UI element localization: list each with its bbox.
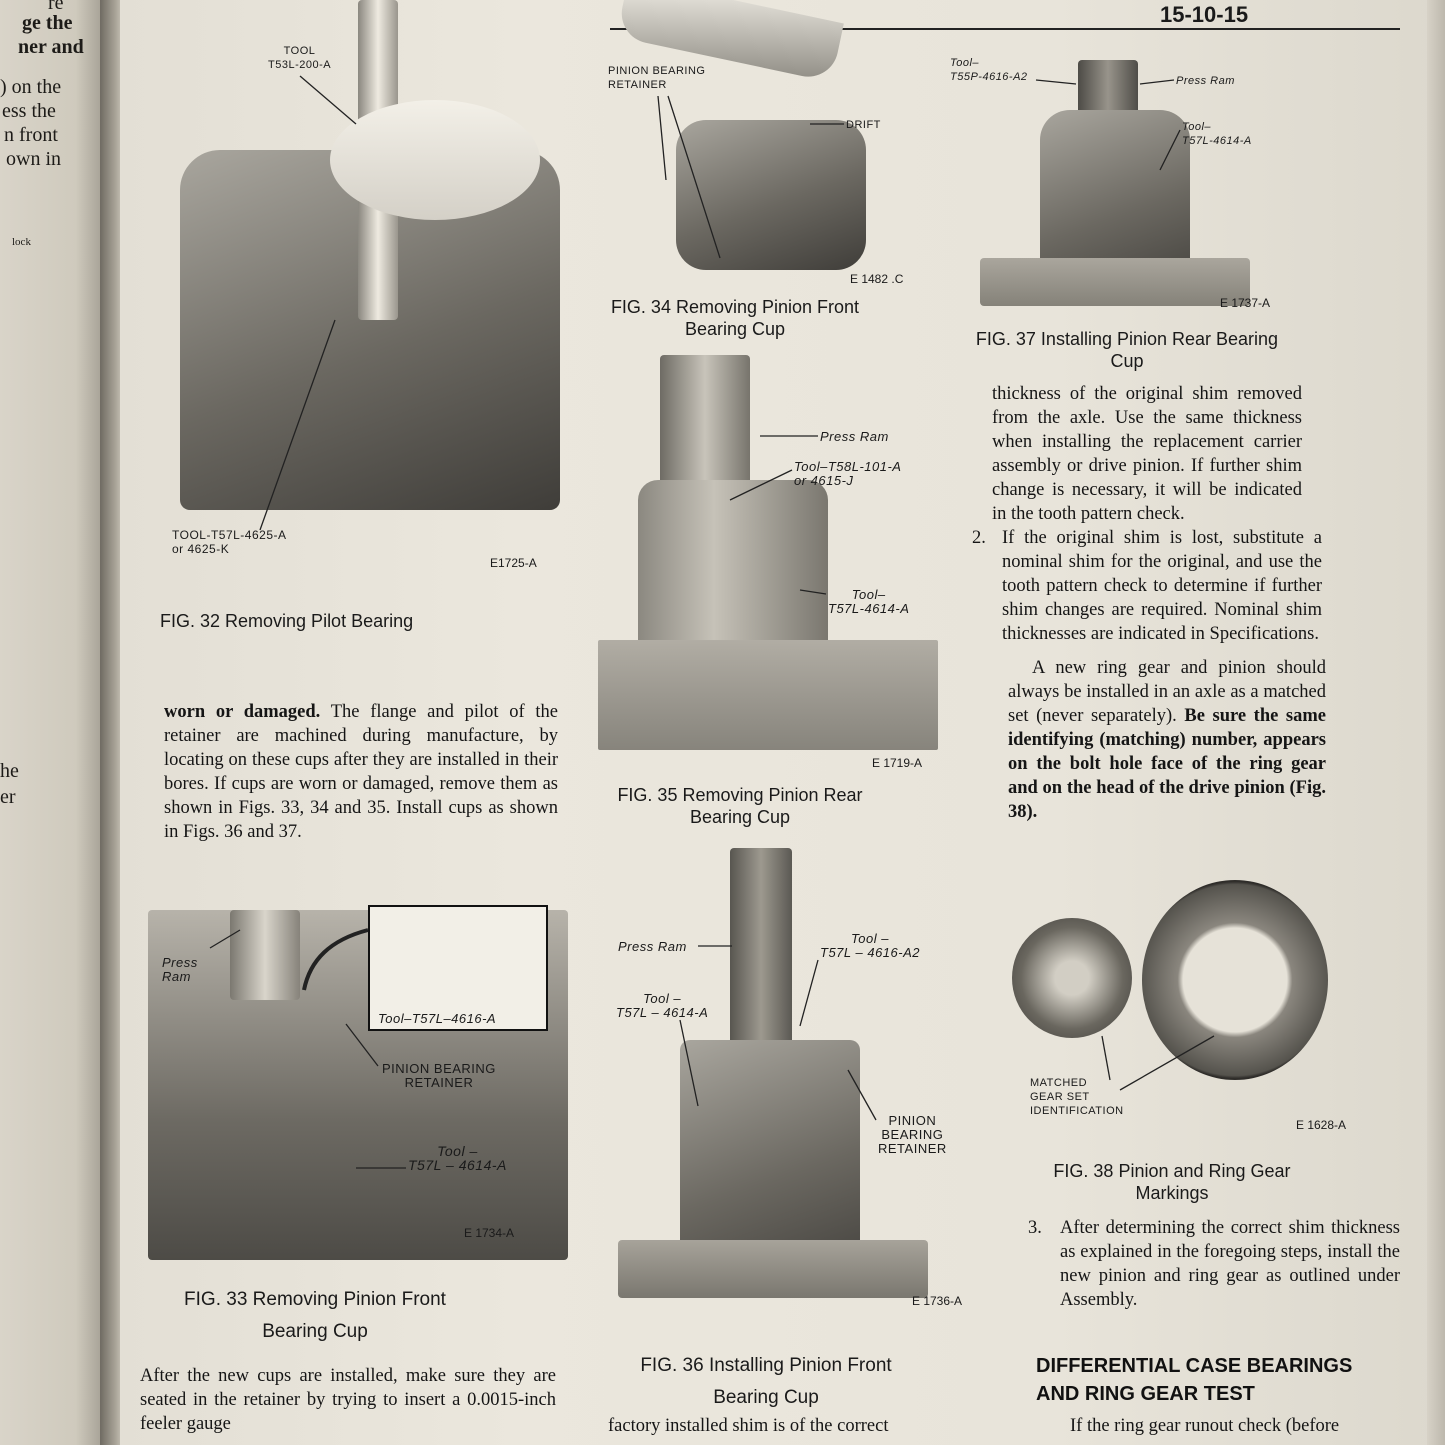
fig33-caption: FIG. 33 Removing Pinion Front Bearing Cup [184, 1289, 446, 1342]
col1-paragraph-bold: worn or damaged. [164, 702, 321, 722]
fig34-leader-2 [668, 96, 720, 258]
fig37-tool-right-label: Tool– T57L-4614-A [1182, 121, 1252, 147]
fig36-tool-left-label: Tool – T57L – 4614-A [616, 991, 709, 1020]
fig37-leader-right [1160, 130, 1180, 170]
fig33-retainer-label: PINION BEARING RETAINER [382, 1061, 496, 1090]
fig34-drift-label: DRIFT [846, 119, 881, 131]
prev-page-text: ge the [22, 12, 73, 34]
prev-page-text: ) on the [0, 76, 62, 98]
fig32-tool-top-label: TOOL T53L-200-A [268, 45, 332, 71]
fig33-leader-retainer [346, 1024, 378, 1066]
fig35-press-ram-label: Press Ram [820, 429, 889, 444]
fig36-tool-top-label: Tool – T57L – 4616-A2 [820, 931, 920, 960]
fig37-tool-left-label: Tool– T55P-4616-A2 [950, 57, 1028, 83]
col1-paragraph-rest: The flange and pilot of the retainer are machined during manufacture, by locating on these cups after they are installed in their bores. If cups are worn or damaged, remove them as shown in Figs. 33, 34 and 35. Install cups as shown in Figs. 36 and 37. [164, 702, 559, 842]
col3-last-line: If the ring gear runout check (before [1070, 1416, 1340, 1436]
col3-paragraph-1: thickness of the original shim removed from the axle. Use the same thickness when installing the replacement carrier assembly or drive pinion. If further shim change is necessary, it will be indicated in the tooth pattern check. [992, 384, 1302, 524]
fig34-code: E 1482 .C [850, 272, 904, 286]
fig33-curved-arrow [304, 930, 368, 990]
fig32-tool-bottom-label: TOOL-T57L-4625-A or 4625-K [172, 528, 287, 556]
fig35-tool-top-label: Tool–T58L-101-A or 4615-J [794, 459, 902, 488]
fig34-leader-1 [658, 96, 666, 180]
fig38-caption: FIG. 38 Pinion and Ring Gear Markings [1053, 1161, 1291, 1203]
fig36-leader-retainer [848, 1070, 876, 1120]
fig37-code: E 1737-A [1220, 296, 1271, 310]
prev-page-text: ess the [2, 100, 56, 122]
prev-page-text: n front [4, 124, 58, 146]
fig35-code: E 1719-A [872, 756, 923, 770]
fig38-code: E 1628-A [1296, 1118, 1347, 1132]
col3-item-2-number: 2. [972, 528, 986, 548]
col3-paragraph-3-bold: Be sure the same identifying (matching) number, appears on the bolt hole face of the ring gear and on the head of the drive pinion (Fig. 38). [1008, 706, 1326, 822]
fig32-leader-top [300, 76, 356, 124]
col1-paragraph-2: After the new cups are installed, make sure they are seated in the retainer by trying to insert a 0.0015-inch feeler gauge [140, 1366, 556, 1434]
fig32-caption: FIG. 32 Removing Pilot Bearing [160, 611, 414, 631]
fig36-leader-tool-left [680, 1020, 698, 1106]
fig33-code: E 1734-A [464, 1226, 515, 1240]
fig34-retainer-label: PINION BEARING RETAINER [608, 65, 706, 91]
col3-item-3: After determining the correct shim thickness as explained in the foregoing steps, install the new pinion and ring gear as outlined under Assembly. [1060, 1218, 1400, 1310]
fig38-leader-1 [1102, 1036, 1110, 1080]
prev-page-text: lock [12, 236, 31, 248]
section-heading: DIFFERENTIAL CASE BEARINGS AND RING GEAR TEST [1036, 1355, 1353, 1405]
prev-page-text: er [0, 786, 16, 808]
fig35-caption: FIG. 35 Removing Pinion Rear Bearing Cup [617, 785, 863, 827]
fig35-leader-tool-top [730, 470, 792, 500]
fig33-tool-label: Tool – T57L – 4614-A [408, 1143, 507, 1173]
fig36-press-ram-label: Press Ram [618, 939, 687, 954]
fig37-press-ram-label: Press Ram [1176, 75, 1235, 87]
fig37-leader-ram [1140, 80, 1174, 84]
page-number: 15-10-15 [1160, 2, 1249, 27]
prev-page-text: re [48, 0, 64, 14]
fig36-leader-tool-top [800, 960, 818, 1026]
fig34-caption: FIG. 34 Removing Pinion Front Bearing Cup [610, 297, 860, 339]
fig35-leader-tool-bottom [800, 590, 826, 594]
manual-page [120, 0, 1445, 1445]
fig38-leader-2 [1120, 1036, 1214, 1090]
fig38-label: MATCHED GEAR SET IDENTIFICATION [1030, 1077, 1124, 1117]
fig36-caption: FIG. 36 Installing Pinion Front Bearing Cup [640, 1355, 892, 1408]
fig35-tool-bottom-label: Tool– T57L-4614-A [828, 587, 910, 616]
fig37-caption: FIG. 37 Installing Pinion Rear Bearing Cup [975, 329, 1279, 371]
fig36-retainer-label: PINION BEARING RETAINER [878, 1113, 947, 1156]
fig33-inset-tool-label: Tool–T57L–4616-A [378, 1011, 497, 1026]
prev-page-text: ner and [18, 36, 84, 58]
col3-item-3-number: 3. [1028, 1218, 1042, 1238]
fig36-code: E 1736-A [912, 1294, 963, 1308]
prev-page-text: he [0, 760, 19, 782]
fig33-leader-ram [210, 930, 240, 948]
col3-item-2: If the original shim is lost, substitute a nominal shim for the original, and use the tooth pattern check to determine if further shim changes are required. Nominal shim thicknesses are indicated in Specifications. [1002, 528, 1322, 644]
leader-lines [120, 0, 1445, 1445]
col3-paragraph-3-plain: A new ring gear and pinion should always be installed in an axle as a matched set (never separately). [1008, 658, 1326, 726]
fig32-leader-bottom [260, 320, 335, 530]
fig32-code: E1725-A [490, 556, 537, 570]
col2-paragraph: factory installed shim is of the correct [608, 1416, 889, 1436]
prev-page-text: own in [6, 148, 61, 170]
fig33-press-ram-label: Press Ram [162, 955, 198, 984]
fig37-leader-left [1036, 80, 1076, 84]
previous-page-edge [0, 0, 108, 1445]
